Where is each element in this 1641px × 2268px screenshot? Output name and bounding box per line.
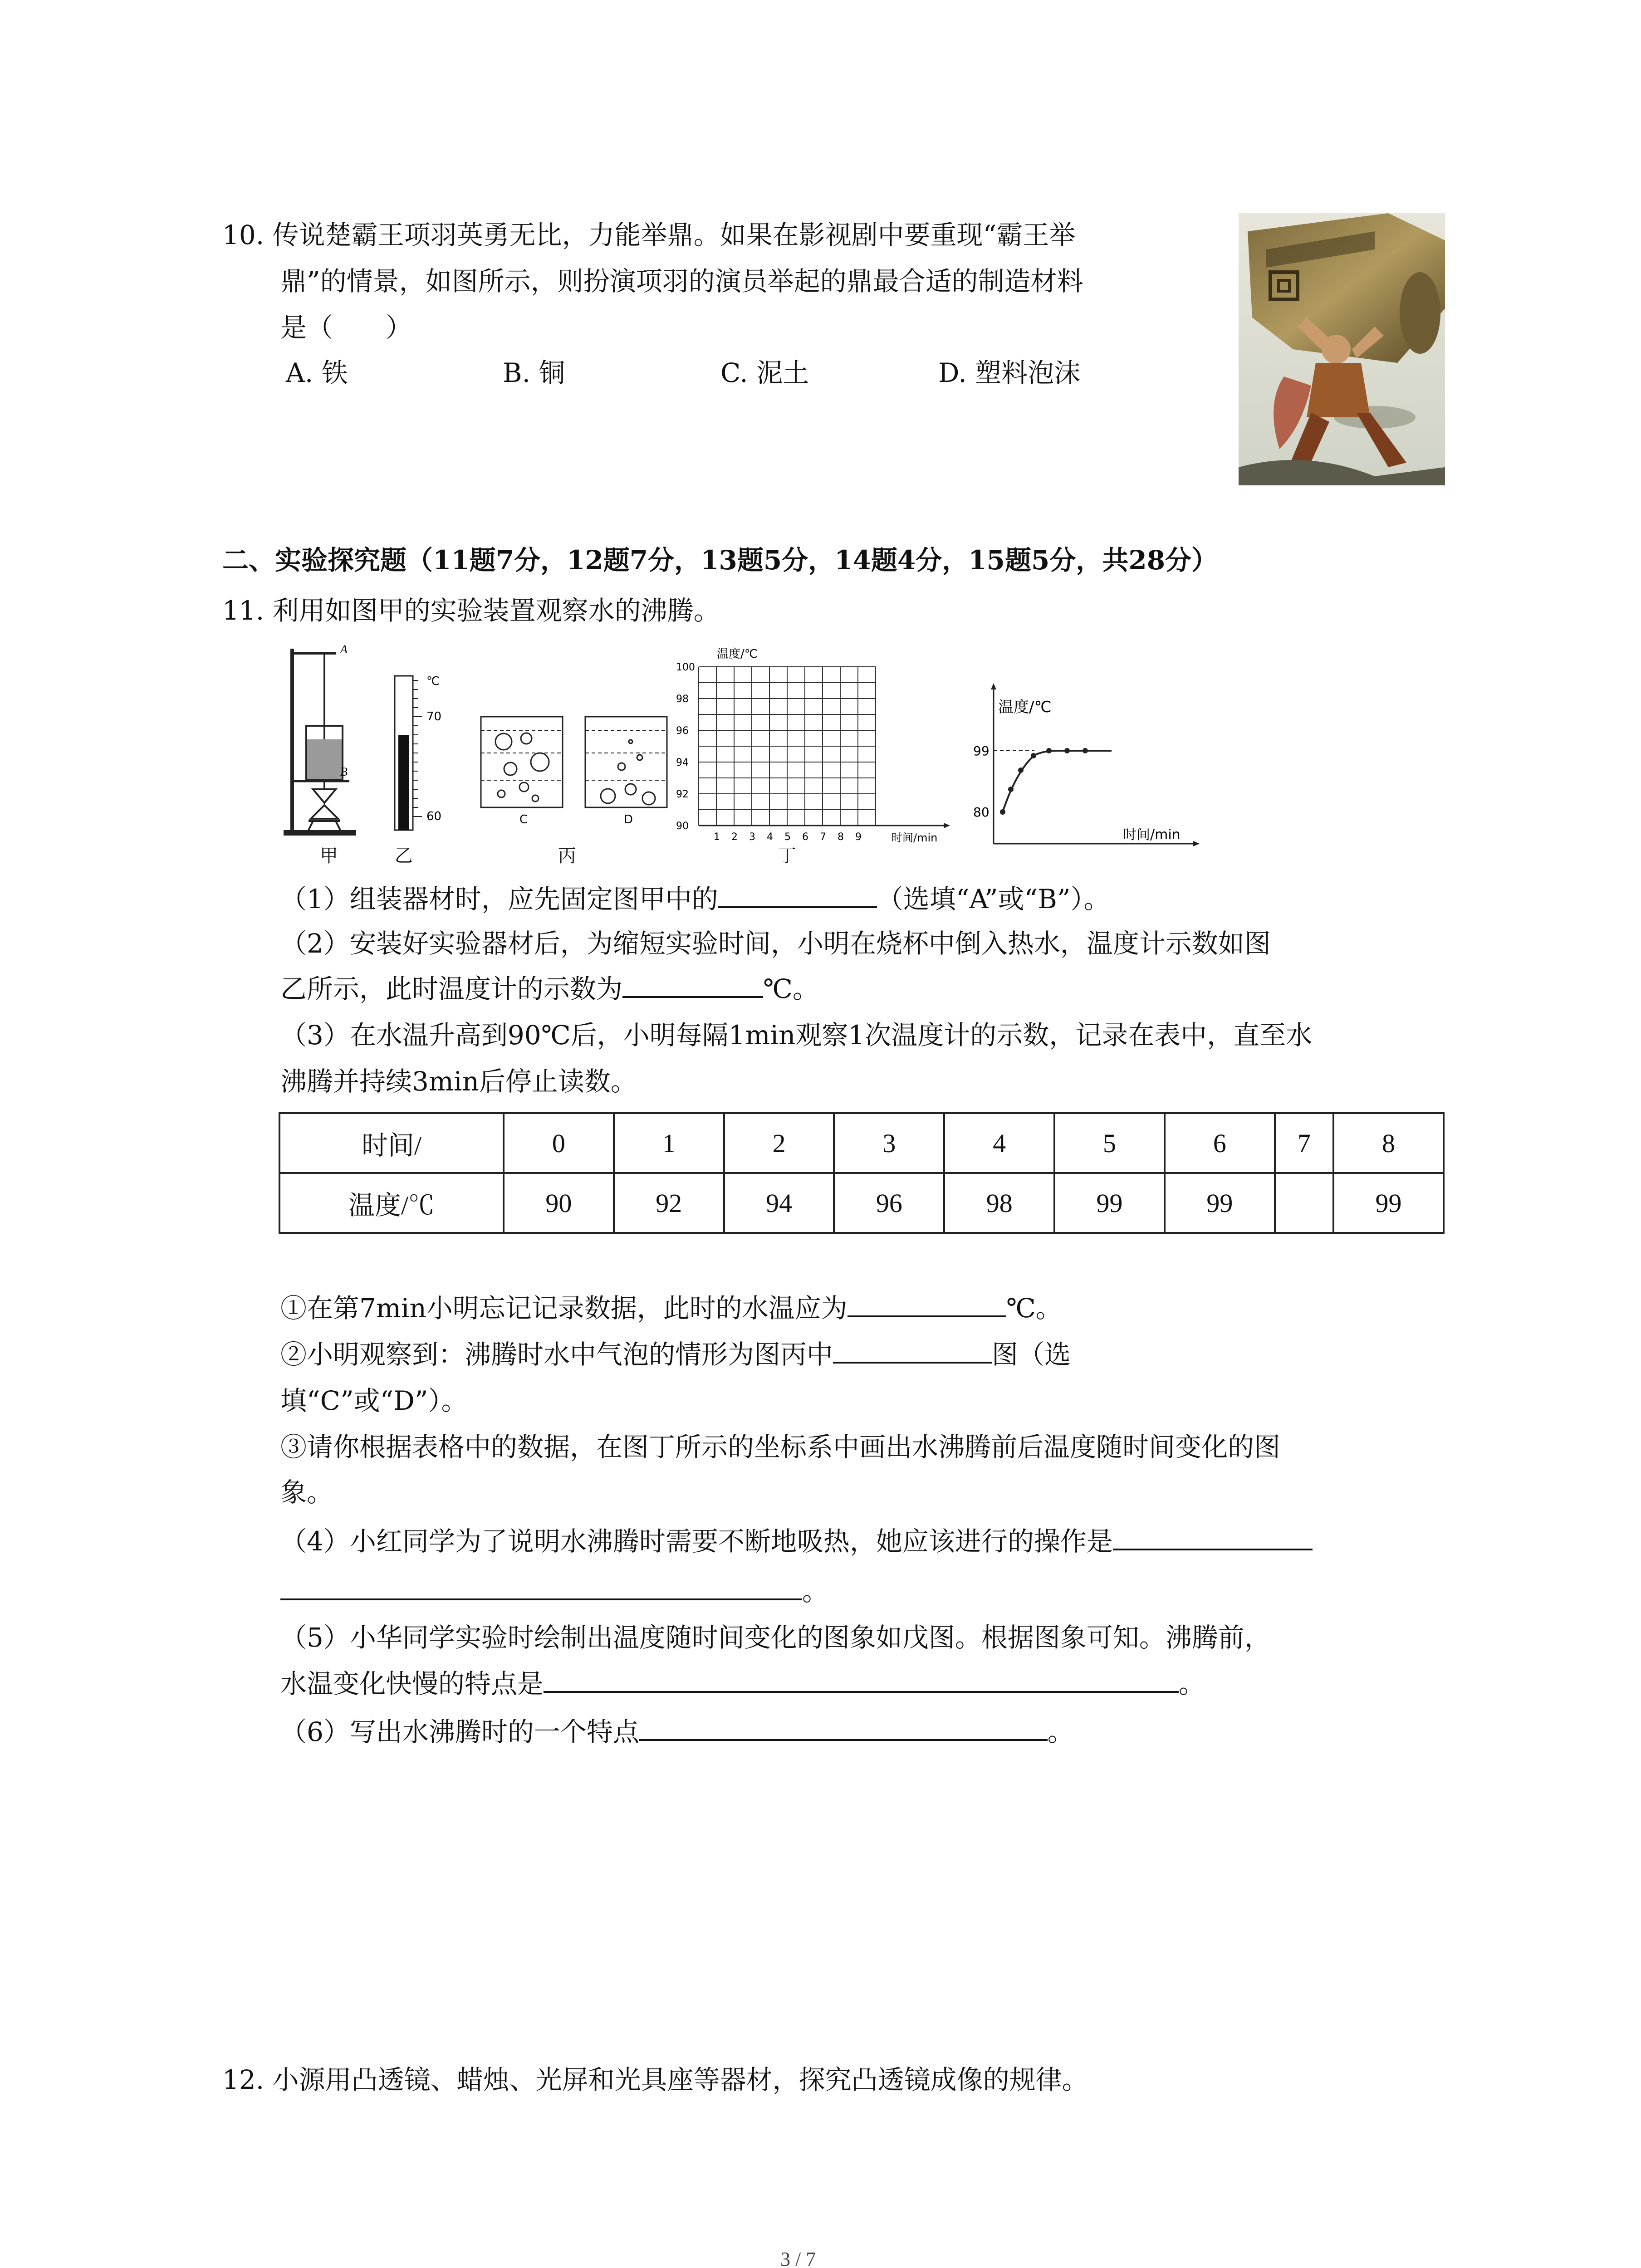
q12-stem: 12. 小源用凸透镜、蜡烛、光屏和光具座等器材，探究凸透镜成像的规律。	[222, 2064, 1088, 2095]
page-number: 3 / 7	[780, 2248, 816, 2268]
q10-option-b: B. 铜	[503, 357, 565, 388]
wu-ylabel: 温度/℃	[998, 698, 1052, 716]
answer-blank-6[interactable]	[639, 1712, 1048, 1741]
ding-xtick-label: 7	[820, 831, 826, 843]
q11-s2c: 填“C”或“D”）。	[280, 1385, 468, 1416]
ding-ytick-label: 100	[676, 662, 695, 673]
ding-ytick-label: 92	[676, 789, 689, 800]
fig-label-bing: 丙	[558, 846, 576, 866]
thermometer-unit: ℃	[426, 675, 440, 688]
figure-ding-grid	[671, 644, 953, 844]
ding-ytick-label: 94	[676, 757, 689, 768]
table-row-time	[279, 1113, 1444, 1173]
q11-s3b: 象。	[280, 1477, 333, 1508]
answer-blank-4b[interactable]	[280, 1571, 802, 1600]
table-row-temperature	[279, 1173, 1444, 1233]
table-cell: 7	[1275, 1113, 1333, 1173]
section2-title: 二、实验探究题（11题7分，12题7分，13题5分，14题4分，15题5分，共28分）	[222, 545, 1218, 576]
thermometer-tick-70: 70	[426, 710, 442, 723]
figure-yi-thermometer	[386, 671, 449, 835]
q10-line1: 10. 传说楚霸王项羽英勇无比，力能举鼎。如果在影视剧中要重现“霸王举	[222, 220, 1076, 250]
ding-ylabel: 温度/℃	[717, 647, 758, 661]
q10-line3: 是（ ）	[280, 312, 412, 343]
answer-blank-s1[interactable]	[847, 1288, 1006, 1317]
table-cell: 98	[944, 1173, 1054, 1233]
label-a: A	[340, 643, 348, 656]
q11-p6: （6）写出水沸腾时的一个特点 。	[280, 1709, 1074, 1755]
table-cell: 0	[504, 1113, 614, 1173]
ding-xtick-label: 3	[749, 831, 755, 843]
figure-bing-beakers	[476, 712, 676, 826]
table-cell: 6	[1165, 1113, 1275, 1173]
table-cell: 99	[1333, 1173, 1444, 1233]
answer-blank-s2[interactable]	[833, 1334, 992, 1364]
ding-xlabel: 时间/min	[892, 831, 938, 844]
q11-s3a: ③请你根据表格中的数据，在图丁所示的坐标系中画出水沸腾前后温度随时间变化的图	[280, 1432, 1281, 1462]
beaker-d	[585, 717, 667, 807]
q10-option-a: A. 铁	[286, 357, 348, 388]
q10-option-c: C. 泥土	[720, 357, 809, 388]
table-header-time: 时间/	[279, 1113, 504, 1173]
ding-xtick-label: 4	[767, 831, 773, 843]
table-cell: 94	[724, 1173, 834, 1233]
thermometer-tick-60: 60	[426, 810, 442, 823]
q10-line2: 鼎”的情景，如图所示，则扮演项羽的演员举起的鼎最合适的制造材料	[280, 266, 1083, 297]
q11-p4a: （4）小红同学为了说明水沸腾时需要不断地吸热，她应该进行的操作是	[280, 1519, 1313, 1564]
ding-xtick-label: 9	[855, 831, 862, 843]
beaker-c	[481, 717, 563, 807]
table-cell: 99	[1054, 1173, 1165, 1233]
ding-ytick-label: 96	[676, 725, 689, 737]
q11-s1: ①在第7min小明忘记记录数据，此时的水温应为 ℃。	[280, 1286, 1062, 1331]
ding-ytick-label: 98	[676, 694, 689, 705]
q11-p1: （1）组装器材时，应先固定图甲中的 （选填“A”或“B”）。	[280, 876, 1110, 922]
fig-label-yi: 乙	[395, 846, 413, 866]
table-cell: 5	[1054, 1113, 1165, 1173]
q11-p4b: 。	[280, 1569, 828, 1614]
wu-ytick-80: 80	[973, 805, 989, 820]
table-cell: 3	[834, 1113, 944, 1173]
table-cell: 92	[614, 1173, 724, 1233]
q11-p3b: 沸腾并持续3min后停止读数。	[280, 1066, 637, 1097]
table-header-temperature: 温度/℃	[279, 1173, 504, 1233]
xiang-yu-lifting-ding-illustration	[1239, 213, 1445, 485]
answer-blank-1[interactable]	[718, 879, 877, 908]
label-b: B	[340, 765, 348, 778]
table-cell: 4	[944, 1113, 1054, 1173]
q11-stem: 11. 利用如图甲的实验装置观察水的沸腾。	[222, 595, 720, 626]
table-cell: 99	[1165, 1173, 1275, 1233]
label-d: D	[624, 813, 633, 826]
table-cell: 1	[614, 1113, 724, 1173]
q11-p2b: 乙所示，此时温度计的示数为 ℃。	[280, 966, 819, 1012]
table-cell: 96	[834, 1173, 944, 1233]
temperature-data-table	[279, 1112, 1445, 1234]
ding-xtick-label: 6	[802, 831, 808, 843]
answer-blank-5[interactable]	[544, 1664, 1179, 1693]
q11-s2: ②小明观察到：沸腾时水中气泡的情形为图丙中 图（选	[280, 1332, 1071, 1377]
wu-xlabel: 时间/min	[1123, 827, 1181, 843]
label-c: C	[519, 813, 528, 826]
wu-ytick-99: 99	[973, 743, 989, 758]
ding-xtick-label: 8	[838, 831, 844, 843]
ding-xtick-label: 2	[731, 831, 738, 843]
ding-ytick-label: 90	[676, 821, 689, 832]
fig-label-ding: 丁	[778, 846, 796, 866]
q11-p5a: （5）小华同学实验时绘制出温度随时间变化的图象如戊图。根据图象可知。沸腾前，	[280, 1622, 1271, 1653]
ding-xtick-label: 5	[784, 831, 791, 843]
q11-p3a: （3）在水温升高到90℃后，小明每隔1min观察1次温度计的示数，记录在表中，直至水	[280, 1020, 1313, 1051]
ding-xtick-label: 1	[714, 831, 720, 843]
table-cell: 8	[1333, 1113, 1444, 1173]
q11-p2a: （2）安装好实验器材后，为缩短实验时间，小明在烧杯中倒入热水，温度计示数如图	[280, 928, 1271, 959]
table-cell-empty[interactable]	[1275, 1173, 1333, 1233]
fig-label-jia: 甲	[320, 846, 338, 866]
answer-blank-2[interactable]	[622, 969, 763, 998]
answer-blank-4a[interactable]	[1113, 1521, 1313, 1550]
table-cell: 2	[724, 1113, 834, 1173]
figure-jia-apparatus	[281, 640, 363, 839]
table-cell: 90	[504, 1173, 614, 1233]
q11-p5b: 水温变化快慢的特点是 。	[280, 1661, 1205, 1706]
q10-option-d: D. 塑料泡沫	[938, 357, 1081, 388]
figure-wu-graph	[966, 680, 1202, 853]
